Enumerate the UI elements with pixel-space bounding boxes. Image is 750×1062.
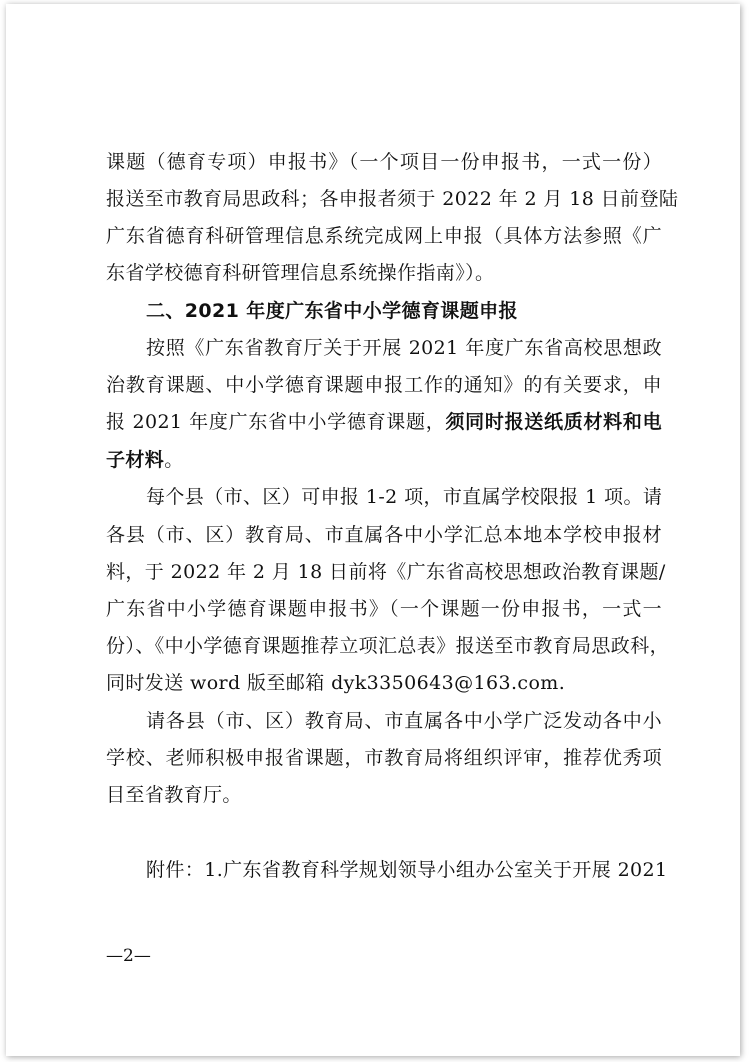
- paragraph-line: 份）、《中小学德育课题推荐立项汇总表》报送至市教育局思政科，: [106, 635, 670, 657]
- page-number: —2—: [106, 946, 151, 966]
- paragraph-line: 广东省德育科研管理信息系统完成网上申报（具体方法参照《广: [106, 225, 662, 247]
- paragraph-text: 报 2021 年度广东省中小学德育课题，: [106, 411, 446, 433]
- section-heading: 二、2021 年度广东省中小学德育课题申报: [146, 300, 518, 322]
- paragraph-line: 请各县（市、区）教育局、市直属各中小学广泛发动各中小: [146, 710, 662, 732]
- paragraph-line: 广东省中小学德育课题申报书》（一个课题一份申报书，一式一: [106, 598, 662, 620]
- paragraph-text: 。: [164, 449, 184, 471]
- attachment-line: 附件：1.广东省教育科学规划领导小组办公室关于开展 2021: [146, 859, 668, 881]
- paragraph-line: 各县（市、区）教育局、市直属各中小学汇总本地本学校申报材: [106, 524, 662, 546]
- paragraph-line: 每个县（市、区）可申报 1-2 项，市直属学校限报 1 项。请: [146, 486, 663, 508]
- paragraph-line-mixed: [106, 407, 662, 437]
- paragraph-line: 料，于 2022 年 2 月 18 日前将《广东省高校思想政治教育课题/: [106, 561, 666, 583]
- paragraph-line: 课题（德育专项）申报书》（一个项目一份申报书，一式一份）: [106, 151, 662, 173]
- paragraph-line: 东省学校德育科研管理信息系统操作指南》）。: [106, 262, 495, 284]
- emphasis-text: 须同时报送纸质材料和电: [445, 411, 662, 433]
- paragraph-line: 治教育课题、中小学德育课题申报工作的通知》的有关要求，申: [106, 374, 662, 396]
- paragraph-line: 按照《广东省教育厅关于开展 2021 年度广东省高校思想政: [146, 337, 662, 359]
- emphasis-text: 子材料: [106, 449, 165, 471]
- paragraph-line: 目至省教育厅。: [106, 784, 242, 806]
- paragraph-line: 学校、老师积极申报省课题，市教育局将组织评审，推荐优秀项: [106, 747, 662, 769]
- paragraph-line-mixed: [106, 445, 662, 475]
- document-page: [6, 4, 740, 1056]
- paragraph-line: 报送至市教育局思政科；各申报者须于 2022 年 2 月 18 日前登陆: [106, 188, 679, 210]
- paragraph-line: 同时发送 word 版至邮箱 dyk3350643@163.com.: [106, 672, 566, 694]
